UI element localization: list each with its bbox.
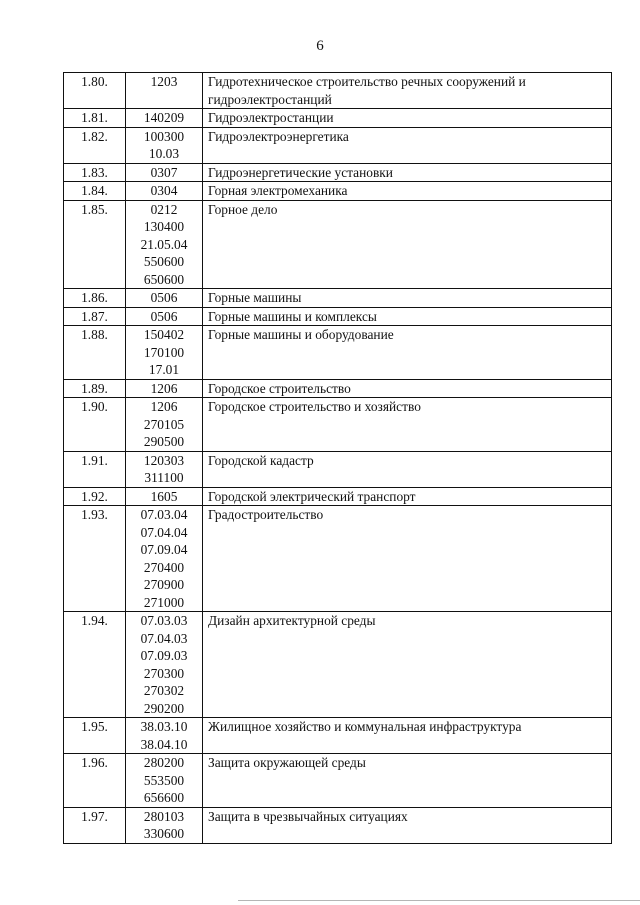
row-number: 1.84. bbox=[64, 182, 126, 201]
row-number: 1.80. bbox=[64, 73, 126, 109]
specialty-codes bbox=[126, 182, 203, 201]
specialty-code: 553500 bbox=[143, 772, 185, 788]
row-number: 1.95. bbox=[64, 718, 126, 754]
table-row bbox=[64, 807, 612, 843]
table-row bbox=[64, 379, 612, 398]
specialty-code: 130400 bbox=[143, 219, 185, 234]
table-row bbox=[64, 487, 612, 506]
table-row bbox=[64, 182, 612, 201]
specialty-code: 07.09.04 bbox=[140, 542, 188, 557]
specialty-code: 07.04.04 bbox=[140, 524, 188, 540]
specialty-code: 550600 bbox=[143, 254, 185, 269]
specialty-code: 0506 bbox=[150, 308, 178, 324]
specialty-codes bbox=[126, 487, 203, 506]
table-row bbox=[64, 289, 612, 308]
table-row bbox=[64, 109, 612, 128]
specialty-code: 270302 bbox=[143, 683, 185, 698]
specialty-code: 290500 bbox=[143, 434, 185, 449]
specialty-code: 330600 bbox=[143, 826, 185, 841]
table-row bbox=[64, 612, 612, 718]
specialty-name: Гидротехническое строительство речных сооружений и гидроэлектростанций bbox=[203, 73, 612, 109]
row-number: 1.87. bbox=[64, 307, 126, 326]
specialty-code: 1206 bbox=[150, 399, 178, 414]
row-number: 1.92. bbox=[64, 487, 126, 506]
table-row bbox=[64, 398, 612, 452]
specialty-code: 07.04.03 bbox=[140, 630, 188, 646]
table-body bbox=[64, 73, 612, 844]
row-number: 1.89. bbox=[64, 379, 126, 398]
specialty-name: Градостроительство bbox=[203, 506, 612, 612]
specialty-code: 0212 bbox=[150, 201, 178, 217]
specialty-codes bbox=[126, 398, 203, 452]
specialty-code: 07.03.04 bbox=[140, 507, 188, 522]
specialty-code: 0304 bbox=[150, 183, 178, 198]
row-number: 1.86. bbox=[64, 289, 126, 308]
specialty-codes bbox=[126, 73, 203, 109]
row-number: 1.90. bbox=[64, 398, 126, 452]
table-row bbox=[64, 200, 612, 289]
specialty-codes bbox=[126, 200, 203, 289]
specialty-codes bbox=[126, 612, 203, 718]
specialty-code: 38.03.10 bbox=[140, 719, 188, 734]
specialty-name: Городское строительство bbox=[203, 379, 612, 398]
row-number: 1.88. bbox=[64, 326, 126, 380]
specialty-code: 656600 bbox=[143, 790, 185, 805]
specialty-code: 311100 bbox=[144, 470, 184, 485]
row-number: 1.81. bbox=[64, 109, 126, 128]
specialty-code: 280200 bbox=[143, 755, 185, 770]
specialty-code: 270400 bbox=[143, 559, 185, 575]
table-row bbox=[64, 718, 612, 754]
scan-edge-line bbox=[238, 900, 640, 901]
table-row bbox=[64, 754, 612, 808]
specialty-name: Городской электрический транспорт bbox=[203, 487, 612, 506]
table-row bbox=[64, 326, 612, 380]
specialty-codes bbox=[126, 754, 203, 808]
row-number: 1.93. bbox=[64, 506, 126, 612]
page-number: 6 bbox=[316, 38, 324, 54]
specialty-code: 0506 bbox=[150, 290, 178, 305]
specialty-code: 100300 bbox=[143, 128, 185, 144]
specialty-codes bbox=[126, 379, 203, 398]
specialty-name: Дизайн архитектурной среды bbox=[203, 612, 612, 718]
specialty-name: Горные машины bbox=[203, 289, 612, 308]
specialties-table bbox=[63, 72, 612, 844]
specialty-code: 07.03.03 bbox=[140, 613, 188, 628]
row-number: 1.83. bbox=[64, 163, 126, 182]
specialty-code: 271000 bbox=[143, 594, 185, 610]
specialty-codes bbox=[126, 326, 203, 380]
specialty-code: 0307 bbox=[150, 164, 178, 180]
specialty-code: 120303 bbox=[143, 452, 185, 468]
specialty-name: Защита окружающей среды bbox=[203, 754, 612, 808]
specialty-name: Горные машины и оборудование bbox=[203, 326, 612, 380]
specialty-code: 280103 bbox=[143, 808, 185, 824]
specialty-codes bbox=[126, 307, 203, 326]
row-number: 1.96. bbox=[64, 754, 126, 808]
table-row bbox=[64, 127, 612, 163]
specialty-code: 170100 bbox=[143, 344, 185, 360]
specialty-code: 1206 bbox=[150, 380, 178, 396]
table-row bbox=[64, 163, 612, 182]
specialty-name: Защита в чрезвычайных ситуациях bbox=[203, 807, 612, 843]
specialty-codes bbox=[126, 109, 203, 128]
table-row bbox=[64, 73, 612, 109]
specialty-codes bbox=[126, 163, 203, 182]
row-number: 1.91. bbox=[64, 451, 126, 487]
specialty-codes bbox=[126, 506, 203, 612]
specialty-name: Городское строительство и хозяйство bbox=[203, 398, 612, 452]
specialty-name: Гидроэнергетические установки bbox=[203, 163, 612, 182]
specialty-code: 150402 bbox=[143, 327, 185, 342]
specialty-code: 270105 bbox=[143, 416, 185, 432]
row-number: 1.82. bbox=[64, 127, 126, 163]
specialty-codes bbox=[126, 807, 203, 843]
row-number: 1.85. bbox=[64, 200, 126, 289]
specialty-code: 07.09.03 bbox=[140, 648, 188, 663]
specialty-name: Жилищное хозяйство и коммунальная инфраструктура bbox=[203, 718, 612, 754]
specialty-code: 270900 bbox=[143, 577, 185, 592]
row-number: 1.97. bbox=[64, 807, 126, 843]
specialty-code: 290200 bbox=[143, 700, 185, 716]
specialty-code: 140209 bbox=[143, 110, 185, 125]
specialty-code: 1203 bbox=[150, 74, 178, 89]
specialty-code: 38.04.10 bbox=[140, 736, 188, 752]
table-row bbox=[64, 451, 612, 487]
specialty-codes bbox=[126, 451, 203, 487]
specialty-code: 270300 bbox=[143, 665, 185, 681]
specialty-name: Горная электромеханика bbox=[203, 182, 612, 201]
specialty-code: 10.03 bbox=[148, 146, 180, 161]
specialty-codes bbox=[126, 127, 203, 163]
table-row bbox=[64, 307, 612, 326]
specialty-name: Горное дело bbox=[203, 200, 612, 289]
specialty-code: 17.01 bbox=[148, 362, 180, 377]
specialty-name: Городской кадастр bbox=[203, 451, 612, 487]
specialty-codes bbox=[126, 718, 203, 754]
specialty-name: Гидроэлектроэнергетика bbox=[203, 127, 612, 163]
row-number: 1.94. bbox=[64, 612, 126, 718]
specialty-codes bbox=[126, 289, 203, 308]
specialty-code: 1605 bbox=[150, 488, 178, 504]
specialty-code: 650600 bbox=[143, 271, 185, 287]
specialty-code: 21.05.04 bbox=[140, 236, 188, 252]
specialty-name: Гидроэлектростанции bbox=[203, 109, 612, 128]
table-row bbox=[64, 506, 612, 612]
specialty-name: Горные машины и комплексы bbox=[203, 307, 612, 326]
